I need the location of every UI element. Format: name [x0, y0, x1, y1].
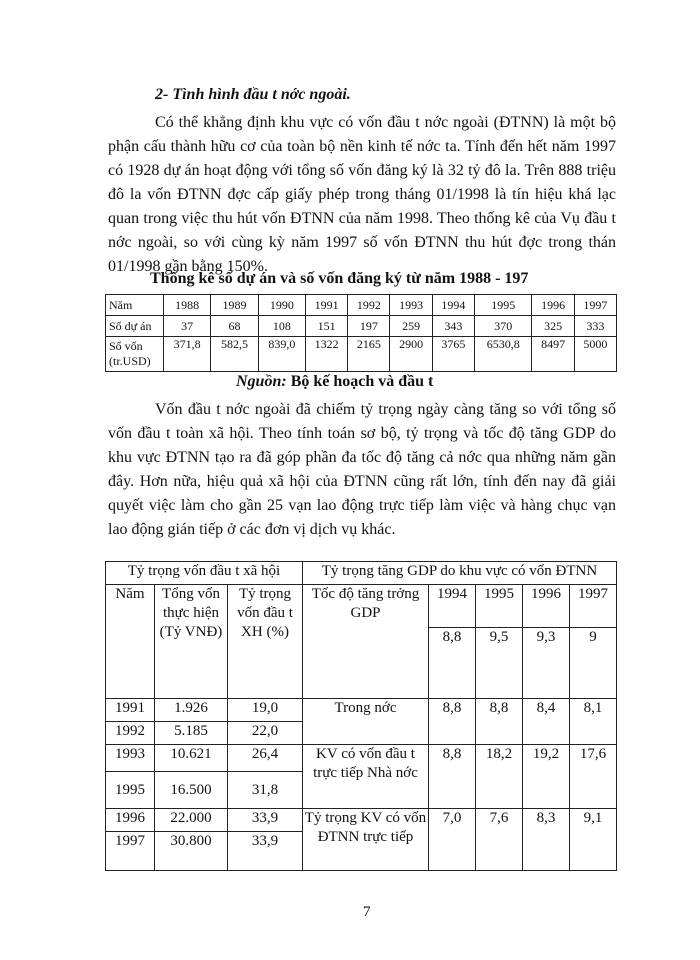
capital-cell: 5000 — [574, 337, 616, 372]
paragraph-investment-share: Vốn đầu t nớc ngoài đã chiếm tỷ trọng ngày càng tăng so với tổng số vốn đầu t toàn xã hội. Theo tính toán sơ bộ, tỷ trọng và tốc độ tăng GDP do khu vực ĐTNN tạo ra đã góp phần đa tốc độ tăng cả nớc qua những năm gần đây. Hơn nữa, hiệu quả xã hội của ĐTNN cũng rất lớn, tính đến nay đã giải quyết việc làm cho gần 25 vạn lao động trực tiếp làm việc và hàng chục vạn lao động gián tiếp ở các đơn vị dịch vụ khác. — [108, 401, 616, 538]
gdp-row-value: 9,1 — [569, 809, 616, 871]
year-header: Năm — [106, 295, 164, 316]
capital-share-header: Tỷ trọng vốn đầu t XH (%) — [228, 585, 303, 699]
projects-cell: 343 — [432, 316, 474, 337]
year-cell: 1993 — [390, 295, 432, 316]
invest-share: 33,9 — [228, 832, 303, 871]
invest-share: 33,9 — [228, 809, 303, 832]
stats-table — [105, 294, 617, 372]
invest-total: 5.185 — [155, 722, 228, 745]
projects-cell: 333 — [574, 316, 616, 337]
section-heading: 2- Tình hình đầu t nớc ngoài. — [155, 86, 351, 103]
year-cell: 1991 — [305, 295, 347, 316]
capital-cell: 1322 — [305, 337, 347, 372]
source-label: Nguồn: — [236, 373, 287, 390]
gdp-row-label: Tỷ trọng KV có vốn ĐTNN trực tiếp — [303, 809, 429, 871]
invest-total: 16.500 — [155, 772, 228, 809]
invest-share: 31,8 — [228, 772, 303, 809]
year-cell: 1989 — [211, 295, 258, 316]
gdp-row-value: 7,0 — [429, 809, 476, 871]
gdp-row-value: 17,6 — [569, 745, 616, 809]
capital-cell: 3765 — [432, 337, 474, 372]
projects-cell: 259 — [390, 316, 432, 337]
gdp-share-header: Tỷ trọng tăng GDP do khu vực có vốn ĐTNN — [303, 562, 617, 585]
gdp-row-value: 18,2 — [475, 745, 522, 809]
year-cell: 1995 — [474, 295, 531, 316]
gdp-row-value: 8,4 — [522, 699, 569, 745]
year-cell: 1992 — [348, 295, 390, 316]
invest-total: 10.621 — [155, 745, 228, 772]
invest-total: 30.800 — [155, 832, 228, 871]
year-cell: 1988 — [164, 295, 211, 316]
gdp-row-value: 8,1 — [569, 699, 616, 745]
investment-share-header: Tỷ trọng vốn đầu t xã hội — [106, 562, 303, 585]
capital-cell: 839,0 — [258, 337, 305, 372]
year-cell: 1990 — [258, 295, 305, 316]
stats-year-row — [106, 295, 617, 316]
projects-cell: 370 — [474, 316, 531, 337]
table2-row — [106, 745, 617, 772]
projects-cell: 197 — [348, 316, 390, 337]
invest-year: 1997 — [106, 832, 155, 871]
gdp-row-value: 7,6 — [475, 809, 522, 871]
invest-year: 1996 — [106, 809, 155, 832]
stats-projects-row — [106, 316, 617, 337]
capital-cell: 2165 — [348, 337, 390, 372]
capital-cell: 371,8 — [164, 337, 211, 372]
growth-value: 9,3 — [522, 628, 569, 699]
gdp-investment-table — [105, 561, 617, 871]
invest-year: 1995 — [106, 772, 155, 809]
invest-share: 26,4 — [228, 745, 303, 772]
capital-cell: 2900 — [390, 337, 432, 372]
gdp-row-label: Trong nớc — [303, 699, 429, 745]
invest-year: 1993 — [106, 745, 155, 772]
projects-cell: 151 — [305, 316, 347, 337]
gdp-year-header: 1994 — [429, 585, 476, 628]
growth-value: 9,5 — [475, 628, 522, 699]
growth-value: 8,8 — [429, 628, 476, 699]
source-text: Bộ kế hoạch và đầu t — [286, 373, 434, 390]
invest-year: 1992 — [106, 722, 155, 745]
gdp-row-value: 8,8 — [429, 745, 476, 809]
invest-total: 22.000 — [155, 809, 228, 832]
gdp-row-value: 8,3 — [522, 809, 569, 871]
capital-cell: 582,5 — [211, 337, 258, 372]
invest-share: 19,0 — [228, 699, 303, 722]
projects-header: Số dự án — [106, 316, 164, 337]
gdp-row-value: 8,8 — [429, 699, 476, 745]
source-note — [236, 373, 433, 391]
stats-table-title: Thống kê số dự án và số vốn đăng ký từ năm 1988 - 197 — [150, 270, 529, 287]
invest-year: 1991 — [106, 699, 155, 722]
gdp-row-value: 19,2 — [522, 745, 569, 809]
stats-capital-row — [106, 337, 617, 372]
capital-cell: 8497 — [532, 337, 574, 372]
gdp-year-header: 1996 — [522, 585, 569, 628]
year-column-header: Năm — [106, 585, 155, 699]
capital-header: Số vốn (tr.USD) — [106, 337, 164, 372]
gdp-row-value: 8,8 — [475, 699, 522, 745]
table2-column-header-row — [106, 585, 617, 628]
year-cell: 1997 — [574, 295, 616, 316]
table2-group-header-row — [106, 562, 617, 585]
projects-cell: 108 — [258, 316, 305, 337]
year-cell: 1996 — [532, 295, 574, 316]
gdp-year-header: 1997 — [569, 585, 616, 628]
growth-rate-header: Tốc độ tăng trởng GDP — [303, 585, 429, 699]
page-number: 7 — [363, 904, 371, 920]
projects-cell: 37 — [164, 316, 211, 337]
invest-total: 1.926 — [155, 699, 228, 722]
projects-cell: 68 — [211, 316, 258, 337]
capital-cell: 6530,8 — [474, 337, 531, 372]
invest-share: 22,0 — [228, 722, 303, 745]
table2-row — [106, 809, 617, 832]
paragraph-foreign-investment: Có thể khẳng định khu vực có vốn đầu t nớc ngoài (ĐTNN) là một bộ phận cấu thành hữu cơ của toàn bộ nền kinh tế nớc ta. Tính đến hết năm 1997 có 1928 dự án hoạt động với tổng số vốn đăng ký là 32 tỷ đô la. Trên 888 triệu đô la vốn ĐTNN đợc cấp giấy phép trong tháng 01/1998 là tín hiệu khá lạc quan trong việc thu hút vốn ĐTNN của năm 1998. Theo thống kê của Vụ đầu t nớc ngoài, so với cùng kỳ năm 1997 số vốn ĐTNN thu hút đợc trong thán 01/1998 gần bằng 150%. — [108, 114, 616, 275]
projects-cell: 325 — [532, 316, 574, 337]
table2-row — [106, 699, 617, 722]
year-cell: 1994 — [432, 295, 474, 316]
gdp-year-header: 1995 — [475, 585, 522, 628]
total-capital-header: Tổng vốn thực hiện (Tỷ VNĐ) — [155, 585, 228, 699]
growth-value: 9 — [569, 628, 616, 699]
gdp-row-label: KV có vốn đầu t trực tiếp Nhà nớc — [303, 745, 429, 809]
